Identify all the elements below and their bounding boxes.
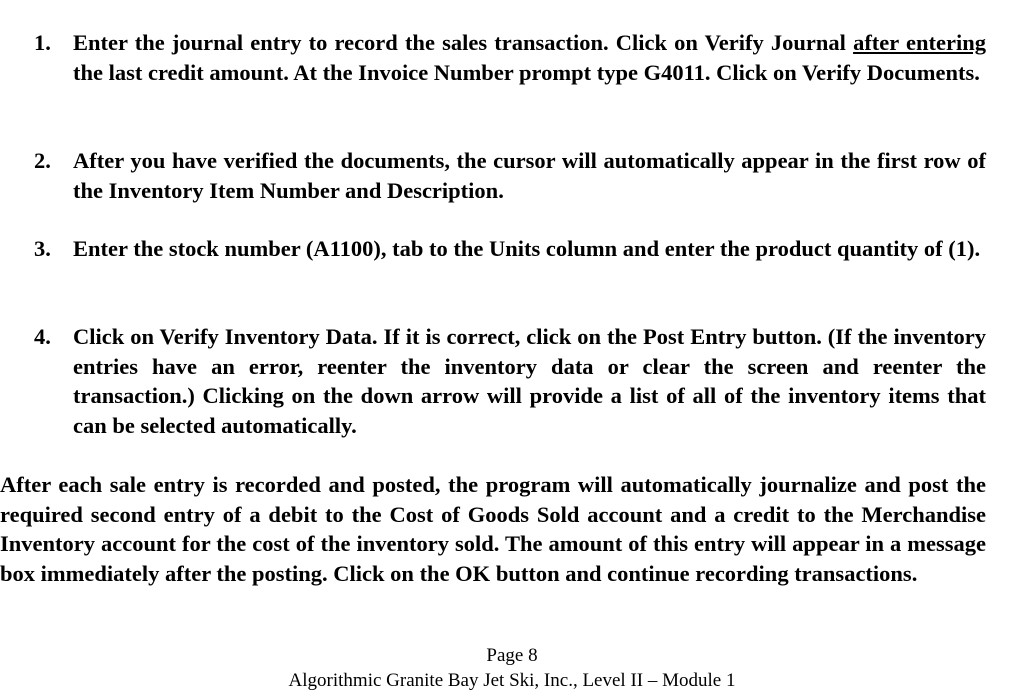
item-text: Click on Verify Inventory Data. If it is correct, click on the Post Entry button. (If the inventory entries have an error, reenter the inventory data or clear the screen and reenter the transaction.) Clicking on the down arrow will provide a list of all of the inventory items that can be selected automatically. — [73, 324, 986, 438]
instruction-item-1 — [34, 28, 986, 118]
item-number: 3. — [34, 236, 51, 261]
text-run: Enter the journal entry to record the sales transaction. Click on Verify Journal — [73, 30, 854, 55]
underlined-text: after entering — [853, 30, 986, 55]
item-text — [73, 28, 986, 87]
item-text: After you have verified the documents, the cursor will automatically appear in the first row of the Inventory Item Number and Description. — [73, 148, 986, 203]
item-number: 1. — [34, 30, 51, 55]
instruction-item-2 — [34, 146, 986, 206]
item-number: 2. — [34, 148, 51, 173]
body-paragraph: After each sale entry is recorded and posted, the program will automatically journalize and post the required second entry of a debit to the Cost of Goods Sold account and a credit to the Merchandise Inventory account for the cost of the inventory sold. The amount of this entry will appear in a message box immediately after the posting. Click on the OK button and continue recording transactions. — [0, 472, 986, 586]
footer-subtitle: Algorithmic Granite Bay Jet Ski, Inc., Level II – Module 1 — [288, 670, 736, 691]
text-run: the last credit amount. At the Invoice Number prompt type G4011. Click on Verify Documents. — [73, 59, 980, 85]
item-number: 4. — [34, 324, 51, 349]
page-number: Page 8 — [486, 645, 538, 666]
instruction-item-4 — [34, 322, 986, 442]
item-text: Enter the stock number (A1100), tab to the Units column and enter the product quantity of (1). — [73, 236, 981, 261]
instruction-item-3 — [34, 234, 986, 294]
